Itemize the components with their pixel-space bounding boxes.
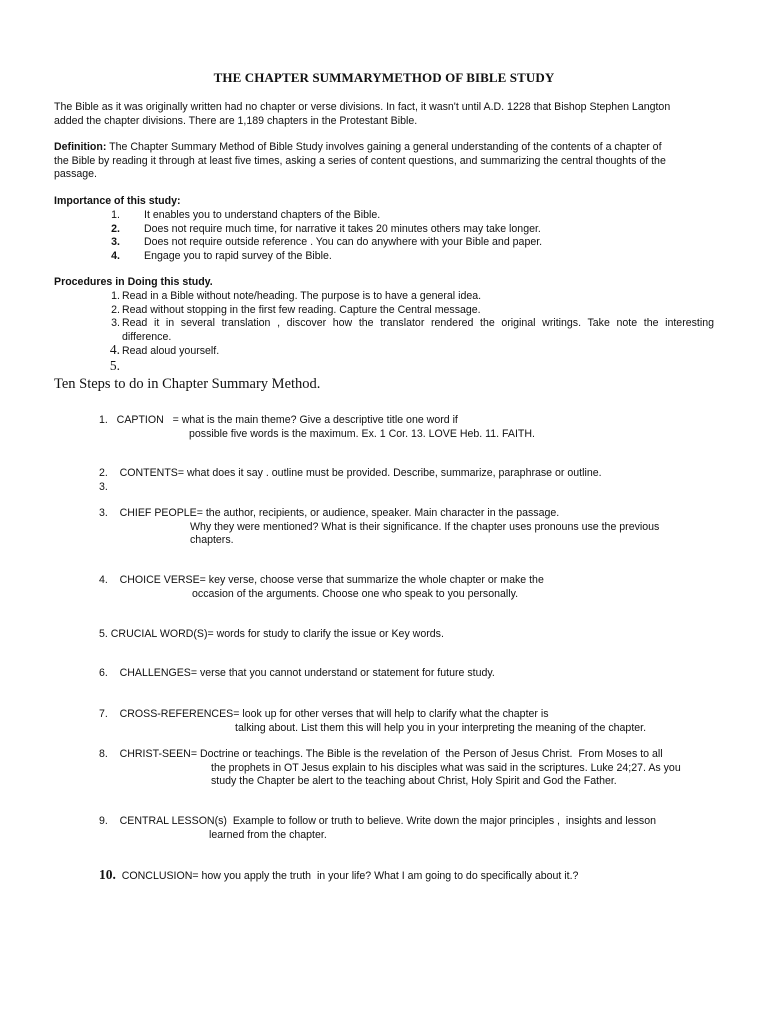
definition-paragraph xyxy=(54,141,714,182)
definition-label: Definition: xyxy=(54,141,107,153)
step-lead: 1. CAPTION = what is the main theme? Give a descriptive title one word if xyxy=(99,414,458,426)
step-item xyxy=(99,815,719,842)
list-number: 2. xyxy=(111,222,120,235)
list-text: Read without stopping in the first few reading. Capture the Central message. xyxy=(122,303,481,316)
step-lead: 8. CHRIST-SEEN= Doctrine or teachings. The Bible is the revelation of the Person of Jesus Christ. From Moses to all xyxy=(99,748,663,760)
step-item xyxy=(99,868,719,884)
definition-line-3: passage. xyxy=(54,168,97,180)
definition-line-1: The Chapter Summary Method of Bible Study involves gaining a general understanding of the contents of a chapter of xyxy=(106,141,662,153)
step-continued: the prophets in OT Jesus explain to his disciples what was said in the scriptures. Luke 24;27. As you xyxy=(211,761,681,774)
step-item xyxy=(99,414,719,441)
list-item xyxy=(96,223,656,237)
list-number: 2. xyxy=(111,303,120,316)
step-lead: 5. CRUCIAL WORD(S)= words for study to clarify the issue or Key words. xyxy=(99,628,444,640)
list-text: Read in a Bible without note/heading. The purpose is to have a general idea. xyxy=(122,290,482,302)
procedures-heading: Procedures in Doing this study. xyxy=(54,276,213,288)
step-continued: learned from the chapter. xyxy=(209,828,327,841)
step-continued: talking about. List them this will help you in your interpreting the meaning of the chapter. xyxy=(235,721,647,734)
list-text: Read aloud yourself. xyxy=(122,345,220,357)
list-item xyxy=(96,304,716,318)
step-continued: 3. xyxy=(99,480,108,493)
list-number: 5. xyxy=(109,358,120,373)
list-item xyxy=(96,250,656,264)
list-item xyxy=(96,209,656,223)
step-item xyxy=(99,748,719,789)
step-lead: 6. CHALLENGES= verse that you cannot understand or statement for future study. xyxy=(99,667,495,679)
list-item xyxy=(96,317,716,344)
list-text: Does not require much time, for narrative it takes 20 minutes others may take longer. xyxy=(144,222,541,235)
list-number: 3. xyxy=(111,236,120,248)
list-text: Engage you to rapid survey of the Bible. xyxy=(144,249,332,262)
step-lead: 3. CHIEF PEOPLE= the author, recipients, or audience, speaker. Main character in the passage. xyxy=(99,507,560,519)
step-continued-2: study the Chapter be alert to the teaching about Christ, Holy Spirit and God the Father. xyxy=(211,775,617,787)
step-item xyxy=(99,467,719,494)
step-lead: 7. CROSS-REFERENCES= look up for other verses that will help to clarify what the chapter is xyxy=(99,708,549,720)
importance-list xyxy=(96,209,656,263)
step-item xyxy=(99,708,719,735)
list-number: 1. xyxy=(111,209,120,221)
step-continued-2: chapters. xyxy=(190,534,234,546)
step-item xyxy=(99,628,719,642)
list-number: 1. xyxy=(111,290,120,302)
list-text: Read it in several translation , discover how the translator rendered the original writings. Take note the interesting xyxy=(122,317,714,329)
list-text: It enables you to understand chapters of the Bible. xyxy=(144,209,381,221)
intro-paragraph xyxy=(54,101,714,128)
intro-line-2: added the chapter divisions. There are 1,189 chapters in the Protestant Bible. xyxy=(54,114,418,127)
step-item xyxy=(99,507,719,548)
step-number: 10. xyxy=(99,867,116,882)
list-item xyxy=(96,236,656,250)
step-item xyxy=(99,574,719,601)
step-lead: 4. CHOICE VERSE= key verse, choose verse that summarize the whole chapter or make the xyxy=(99,574,544,586)
step-item xyxy=(99,667,719,681)
intro-line-1: The Bible as it was originally written had no chapter or verse divisions. In fact, it wasn't until A.D. 1228 that Bishop Stephen Langton xyxy=(54,101,671,113)
step-lead: CONCLUSION= how you apply the truth in your life? What I am going to do specifically about it.? xyxy=(115,870,579,882)
list-number: 4. xyxy=(109,342,120,357)
list-item xyxy=(96,342,716,360)
list-text-continued: difference. xyxy=(122,330,172,343)
step-lead: 2. CONTENTS= what does it say . outline must be provided. Describe, summarize, paraphrase or outline. xyxy=(99,467,602,479)
step-continued: possible five words is the maximum. Ex. 1 Cor. 13. LOVE Heb. 11. FAITH. xyxy=(189,427,535,440)
definition-line-2: the Bible by reading it through at least five times, asking a series of content questions, and summarizing the central thoughts of the xyxy=(54,154,666,167)
list-item xyxy=(96,360,716,375)
steps-title: Ten Steps to do in Chapter Summary Method. xyxy=(54,376,321,392)
step-lead: 9. CENTRAL LESSON(s) Example to follow or truth to believe. Write down the major principles , insights and lesson xyxy=(99,815,656,827)
importance-heading: Importance of this study: xyxy=(54,195,181,207)
list-number: 3. xyxy=(111,317,120,329)
procedures-list xyxy=(96,290,716,375)
document-title: THE CHAPTER SUMMARYMETHOD OF BIBLE STUDY xyxy=(213,70,555,85)
list-text: Does not require outside reference . You can do anywhere with your Bible and paper. xyxy=(144,236,543,248)
step-continued: Why they were mentioned? What is their significance. If the chapter uses pronouns use the previous xyxy=(190,520,660,533)
list-number: 4. xyxy=(111,249,120,262)
list-item xyxy=(96,290,716,304)
step-continued: occasion of the arguments. Choose one who speak to you personally. xyxy=(192,587,519,600)
